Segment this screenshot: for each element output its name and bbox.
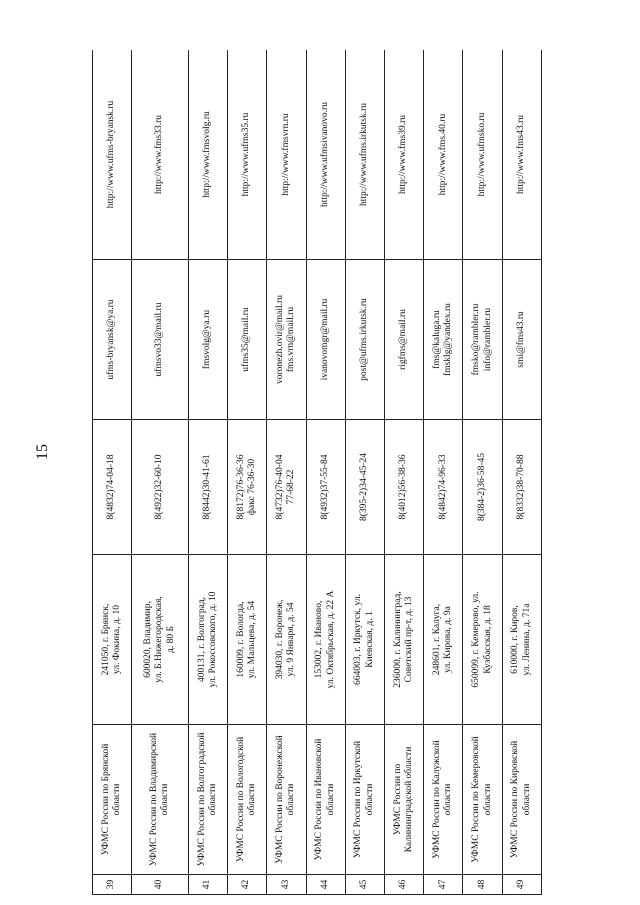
address-cell: 650099, г. Кемерово, ул. Кузбасская, д. 18: [463, 555, 502, 725]
email-cell: smi@fms43.ru: [502, 260, 541, 420]
address-cell: 610000, г. Киров, ул. Ленина, д. 71а: [502, 555, 541, 725]
table-row: [267, 50, 306, 895]
address-cell: 400131, г. Волгоград, ул. Рокоссовского, д. 10: [188, 555, 227, 725]
address-cell: 394030, г. Воронеж, ул. 9 Января, д. 54: [267, 555, 306, 725]
row-number-cell: 42: [228, 875, 267, 895]
website-cell: http://www.ufms35.ru: [228, 50, 267, 260]
table-container: [92, 50, 542, 895]
row-number-cell: 40: [132, 875, 189, 895]
page-number: 15: [34, 444, 51, 460]
website-cell: http://www.ufmsivanovo.ru: [306, 50, 345, 260]
organization-cell: УФМС России по Калининградской области: [384, 725, 423, 875]
address-cell: 236000, г. Калининград, Советский пр-т, д. 13: [384, 555, 423, 725]
organization-cell: УФМС России по Калужской области: [424, 725, 463, 875]
organization-cell: УФМС России по Иркутской области: [345, 725, 384, 875]
address-cell: 241050, г. Брянск, ул. Фокина, д. 10: [93, 555, 132, 725]
row-number-cell: 49: [502, 875, 541, 895]
email-cell: ufms35@mail.ru: [228, 260, 267, 420]
table-row: [306, 50, 345, 895]
row-number-cell: 41: [188, 875, 227, 895]
email-cell: rigfms@mail.ru: [384, 260, 423, 420]
table-row: [93, 50, 132, 895]
table-row: [228, 50, 267, 895]
organization-cell: УФМС России по Кемеровской области: [463, 725, 502, 875]
address-cell: 600020, Владимир, ул. Б.Нижегородская, д. 80 Б: [132, 555, 189, 725]
row-number-cell: 45: [345, 875, 384, 895]
organization-cell: УФМС России по Владимирской области: [132, 725, 189, 875]
website-cell: http://www.fms.40.ru: [424, 50, 463, 260]
phone-cell: 8(4832)74-04-18: [93, 420, 132, 555]
phone-cell: 8(4012)56-38-36: [384, 420, 423, 555]
website-cell: http://www.fms39.ru: [384, 50, 423, 260]
fms-offices-table: [92, 50, 542, 895]
row-number-cell: 46: [384, 875, 423, 895]
website-cell: http://www.ufmsko.ru: [463, 50, 502, 260]
organization-cell: УФМС России по Волгоградской области: [188, 725, 227, 875]
phone-cell: 8(4932)37-55-84: [306, 420, 345, 555]
email-cell: fmsko@rambler.ru info@rambler.ru: [463, 260, 502, 420]
email-cell: ivanovomgr@mail.ru: [306, 260, 345, 420]
table-row: [384, 50, 423, 895]
organization-cell: УФМС России по Воронежской области: [267, 725, 306, 875]
row-number-cell: 47: [424, 875, 463, 895]
email-cell: fms@kaluga.ru fmsklg@yandex.ru: [424, 260, 463, 420]
email-cell: ufms-bryansk@ya.ru: [93, 260, 132, 420]
phone-cell: 8(4842)74-96-33: [424, 420, 463, 555]
table-row: [502, 50, 541, 895]
phone-cell: 8(4922)32-60-10: [132, 420, 189, 555]
email-cell: ufmsvo33@mail.ru: [132, 260, 189, 420]
email-cell: voronezh.ovir@mail.ru fms.vrn@mail.ru: [267, 260, 306, 420]
address-cell: 160009, г. Вологда, ул. Мальцева, д. 54: [228, 555, 267, 725]
website-cell: http://www.fmsvolg.ru: [188, 50, 227, 260]
organization-cell: УФМС России по Вологодской области: [228, 725, 267, 875]
table-row: [463, 50, 502, 895]
address-cell: 153002, г. Иваново, ул. Октябрьская, д. 22 А: [306, 555, 345, 725]
table-row: [345, 50, 384, 895]
phone-cell: 8(395-2)34-45-24: [345, 420, 384, 555]
website-cell: http://www.fms43.ru: [502, 50, 541, 260]
website-cell: http://www.ufms.irkutsk.ru: [345, 50, 384, 260]
website-cell: http://www.ufms-bryansk.ru: [93, 50, 132, 260]
phone-cell: 8(8172)76-36-36 факс 76-36-30: [228, 420, 267, 555]
organization-cell: УФМС России по Ивановской области: [306, 725, 345, 875]
organization-cell: УФМС России по Брянской области: [93, 725, 132, 875]
email-cell: fmsvolg@ya.ru: [188, 260, 227, 420]
website-cell: http://www.fms33.ru: [132, 50, 189, 260]
row-number-cell: 48: [463, 875, 502, 895]
table-row: [188, 50, 227, 895]
row-number-cell: 44: [306, 875, 345, 895]
phone-cell: 8(384-2)36-58-45: [463, 420, 502, 555]
phone-cell: 8(8442)30-41-61: [188, 420, 227, 555]
table-row: [132, 50, 189, 895]
address-cell: 664003, г. Иркутск, ул. Киевская, д. 1: [345, 555, 384, 725]
email-cell: post@ufms.irkutsk.ru: [345, 260, 384, 420]
phone-cell: 8(8332)38-70-88: [502, 420, 541, 555]
phone-cell: 8(4732)76-40-04 77-68-22: [267, 420, 306, 555]
row-number-cell: 43: [267, 875, 306, 895]
address-cell: 248601, г. Калуга, ул. Кирова, д. 9а: [424, 555, 463, 725]
row-number-cell: 39: [93, 875, 132, 895]
organization-cell: УФМС России по Кировской области: [502, 725, 541, 875]
table-row: [424, 50, 463, 895]
website-cell: http://www.fmsvrn.ru: [267, 50, 306, 260]
